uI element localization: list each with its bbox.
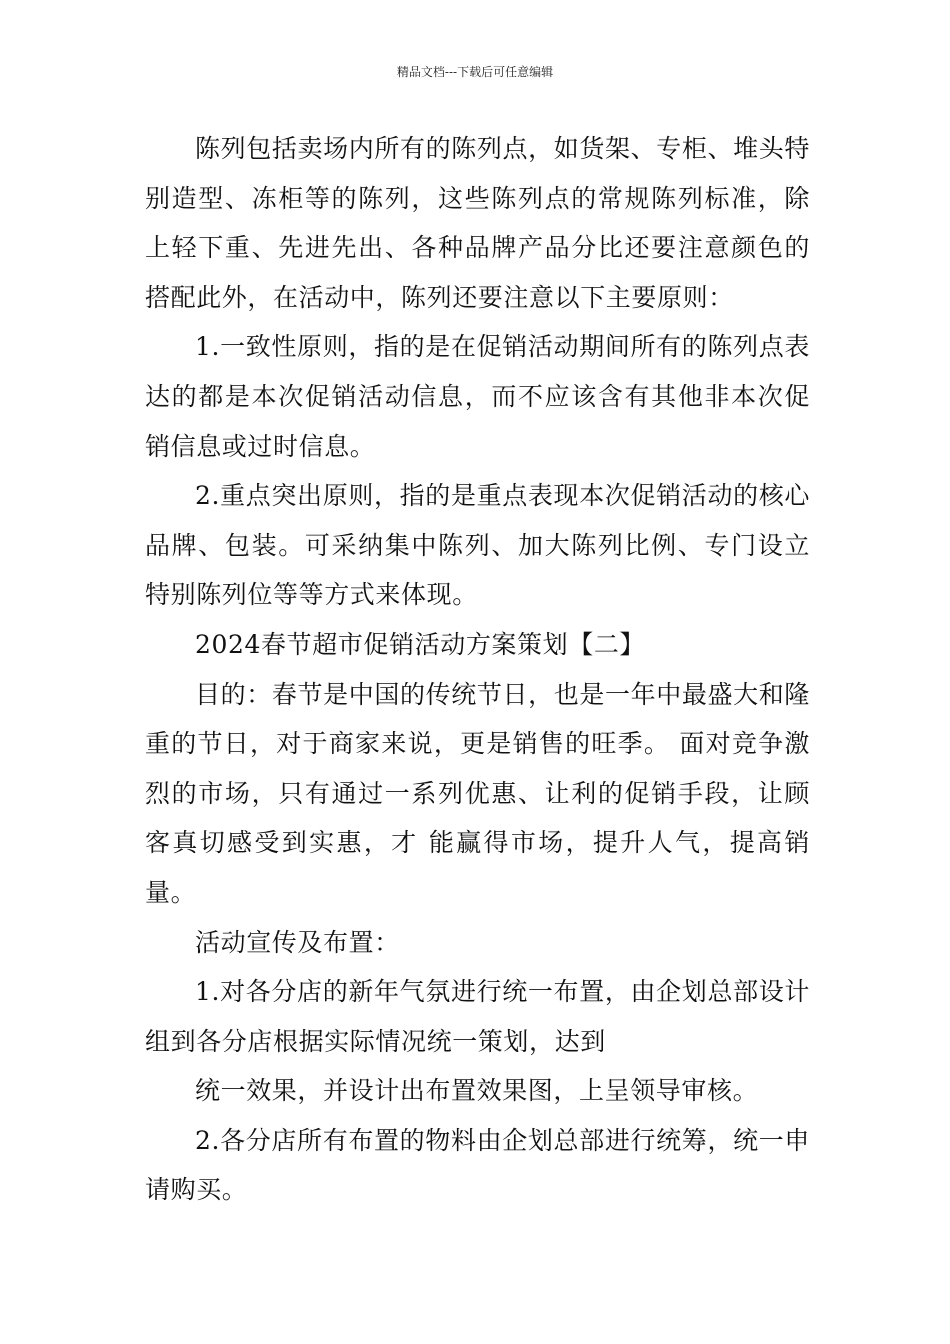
paragraph-focus-principle: 2.重点突出原则，指的是重点表现本次促销活动的核心品牌、包装。可采纳集中陈列、加大陈列比例、专门设立特别陈列位等等方式来体现。 xyxy=(145,481,810,610)
paragraph-purpose: 目的：春节是中国的传统节日，也是一年中最盛大和隆重的节日，对于商家来说，更是销售的旺季。 面对竞争激烈的市场，只有通过一系列优惠、让利的促销手段，让顾客真切感受到实惠，才 能赢得市场，提升人气，提高销量。 xyxy=(145,679,810,907)
paragraph-setup-item-2: 2.各分店所有布置的物料由企划总部进行统筹，统一申请购买。 xyxy=(145,1125,810,1205)
paragraph-promotion-setup-heading: 活动宣传及布置： xyxy=(195,927,400,957)
section-heading: 2024春节超市促销活动方案策划【二】 xyxy=(195,629,646,659)
paragraph-consistency-principle: 1.一致性原则，指的是在促销活动期间所有的陈列点表达的都是本次促销活动信息，而不应该含有其他非本次促销信息或过时信息。 xyxy=(145,332,810,461)
page-header: 精品文档---下载后可任意编辑 xyxy=(396,65,554,79)
paragraph-setup-item-1: 1.对各分店的新年气氛进行统一布置，由企划总部设计组到各分店根据实际情况统一策划，达到 xyxy=(145,977,810,1056)
paragraph-display-principles: 陈列包括卖场内所有的陈列点，如货架、专柜、堆头特别造型、冻柜等的陈列，这些陈列点的常规陈列标准，除上轻下重、先进先出、各种品牌产品分比还要注意颜色的搭配此外，在活动中，陈列还要注意以下主要原则： xyxy=(145,134,810,312)
paragraph-setup-item-1-continued: 统一效果，并设计出布置效果图，上呈领导审核。 xyxy=(195,1076,759,1106)
document-body xyxy=(145,124,810,1215)
